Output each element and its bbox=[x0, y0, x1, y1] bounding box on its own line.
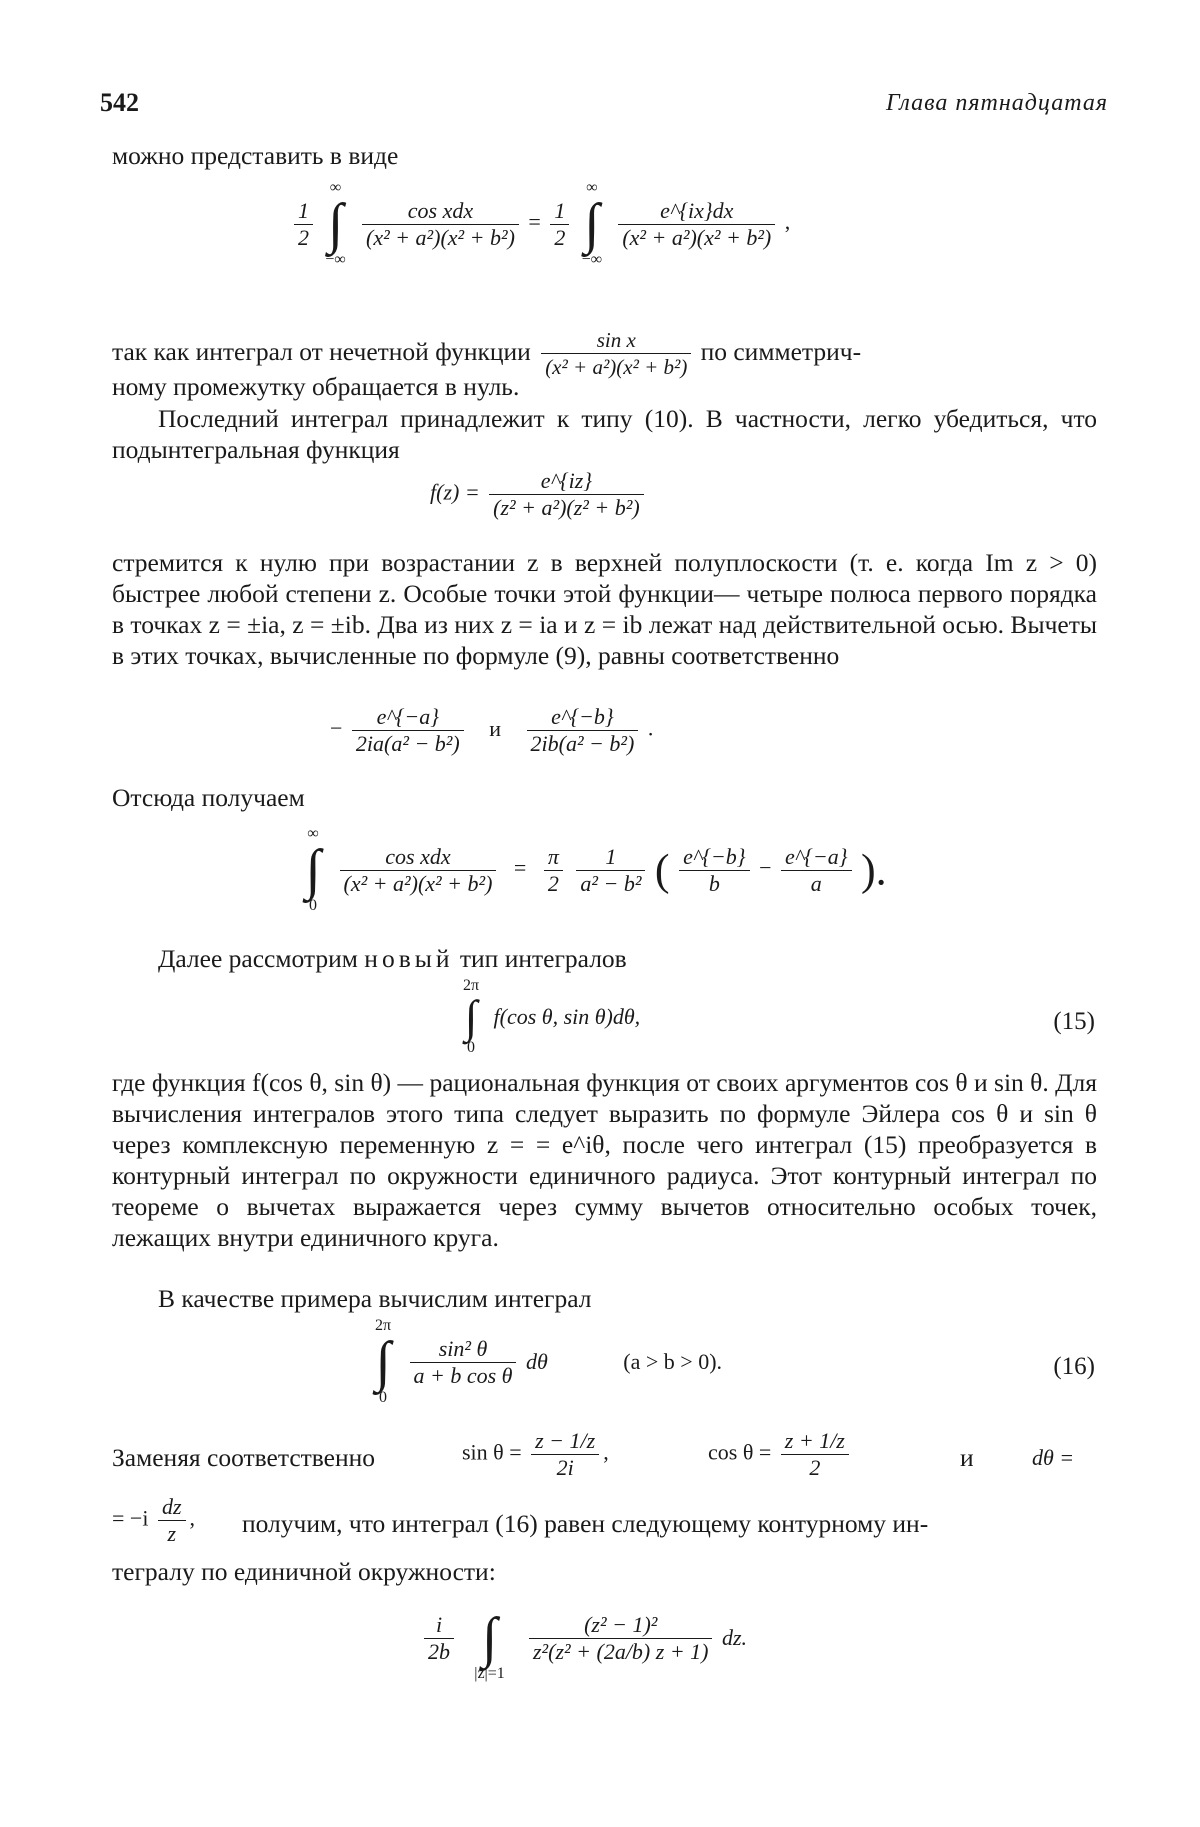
text-line-example: В качестве примера вычислим интеграл bbox=[158, 1284, 592, 1313]
equation-contour: $\frac{i}{2b}$ ∫ |z|=1 $\frac{\text{(z² − 1)²}}{\text{z²(z² + (2a/b) z + 1)}}$ dz. bbox=[420, 1594, 747, 1682]
dtheta-lhs: dθ = bbox=[1032, 1445, 1075, 1470]
text-line-odd-cont: ному промежутку обращается в нуль. bbox=[112, 372, 520, 401]
text-line-substitution: Заменяя соответственно sin θ = $\frac{z - 1/z}{2i}$ , cos θ = $\frac{z + 1/z}{2}$ и dθ = bbox=[112, 1428, 1075, 1480]
equation-1: $\frac{1}{2}$ ∞ ∫ −∞ $\frac{\text{cos xdx}}{\text{(x² + a²)(x² + b²)}}$ = $\frac{1}{2}$ ∞ ∫ −∞ $\frac{e\^{}\{ix\}dx}{\text{(x² + a²)(x² + b²)}}$ , bbox=[290, 180, 790, 268]
integral-sign: ∞ ∫ −∞ bbox=[325, 179, 346, 268]
equation-16: 2π ∫ 0 $\frac{\text{sin² θ}}{\text{a + b cos θ}}$ dθ (a > b > 0). bbox=[374, 1317, 723, 1406]
integrand-cos: $\frac{\text{cos xdx}}{\text{(x² + a²)(x² + b²)}}$ bbox=[362, 198, 519, 251]
running-header: Глава пятнадцатая bbox=[886, 90, 1108, 116]
equation-number-16: (16) bbox=[1053, 1353, 1095, 1380]
text-line-new-type: Далее рассмотрим новый тип интегралов bbox=[158, 944, 627, 973]
integrand-exp: $\frac{e\^{}\{ix\}dx}{\text{(x² + a²)(x² + b²)}}$ bbox=[618, 198, 775, 251]
paragraph-6: где функция f(cos θ, sin θ) — рациональная функция от своих аргументов cos θ и sin θ. Для вычисления интегралов этого типа следует выразить по формуле Эйлера cos θ и sin θ через комплексную переменную z = = e^iθ, после чего интеграл (15) преобразуется в контурный интеграл по окружности единичного радиуса. Этот контурный интеграл по теореме о вычетах выражается через сумму вычетов относительно особых точек, лежащих внутри единичного круга. bbox=[112, 1068, 1097, 1252]
dtheta-rhs: = −i $\frac{dz}{z}$ , bbox=[112, 1494, 195, 1546]
odd-function-fraction: $\frac{\text{sin x}}{\text{(x² + a²)(x² + b²)}}$ bbox=[537, 341, 700, 365]
cos-substitution: cos θ = $\frac{z + 1/z}{2}$ bbox=[708, 1428, 853, 1481]
equation-fz: f(z) = $\frac{e\^{}\{iz\}}{\text{(z² + a²)(z² + b²)}}$ bbox=[430, 468, 648, 521]
frac-half-right: $\frac{1}{2}$ bbox=[550, 198, 569, 251]
equation-result: ∞ ∫ 0 $\frac{\text{cos xdx}}{\text{(x² + a²)(x² + b²)}}$ = $\frac{\pi}{2}$ $\frac{1}{\text{a² − b²}}$ ( $\frac{e\^{}\{-b\}}{b}$ − $\frac{e\^{}\{-a\}}{a}$ ). bbox=[305, 825, 887, 914]
text-line-unit-circle: тегралу по единичной окружности: bbox=[112, 1557, 496, 1586]
equation-residues: − $\frac{e\^{}\{-a\}}{\text{2ia(a² − b²)}}$ и $\frac{e\^{}\{-b\}}{\text{2ib(a² − b²)}}$ . bbox=[330, 704, 654, 756]
paragraph-3: стремится к нулю при возрастании z в верхней полуплоскости (т. е. когда Im z > 0) быстрее любой степени z. Особые точки этой функции— четыре полюса первого порядка в точках z = ±ia, z = ±ib. Два из них z = ia и z = ib лежат над действительной осью. Вычеты в этих точках, вычисленные по формуле (9), равны соответственно bbox=[112, 548, 1097, 670]
frac-half-left: $\frac{1}{2}$ bbox=[294, 198, 313, 251]
text-line-1: можно представить в виде bbox=[112, 141, 399, 170]
equation-15: 2π ∫ 0 f(cos θ, sin θ)dθ, bbox=[462, 977, 641, 1056]
equation-number-15: (15) bbox=[1053, 1008, 1095, 1035]
text-line-contour: = −i $\frac{dz}{z}$ , получим, что интеграл (16) равен следующему контурному ин- bbox=[112, 1494, 929, 1546]
page-number: 542 bbox=[100, 88, 139, 117]
paragraph-2: Последний интеграл принадлежит к типу (10). В частности, легко убедиться, что подынтегральная функция bbox=[112, 404, 1097, 464]
text-line-odd: так как интеграл от нечетной функции $\frac{\text{sin x}}{\text{(x² + a²)(x² + b²)}}$ по симметрич- bbox=[112, 328, 862, 379]
integral-sign: ∞ ∫ −∞ bbox=[581, 179, 603, 268]
sin-substitution: sin θ = $\frac{z - 1/z}{2i}$ , bbox=[462, 1428, 609, 1480]
text-line-hence: Отсюда получаем bbox=[112, 783, 305, 812]
